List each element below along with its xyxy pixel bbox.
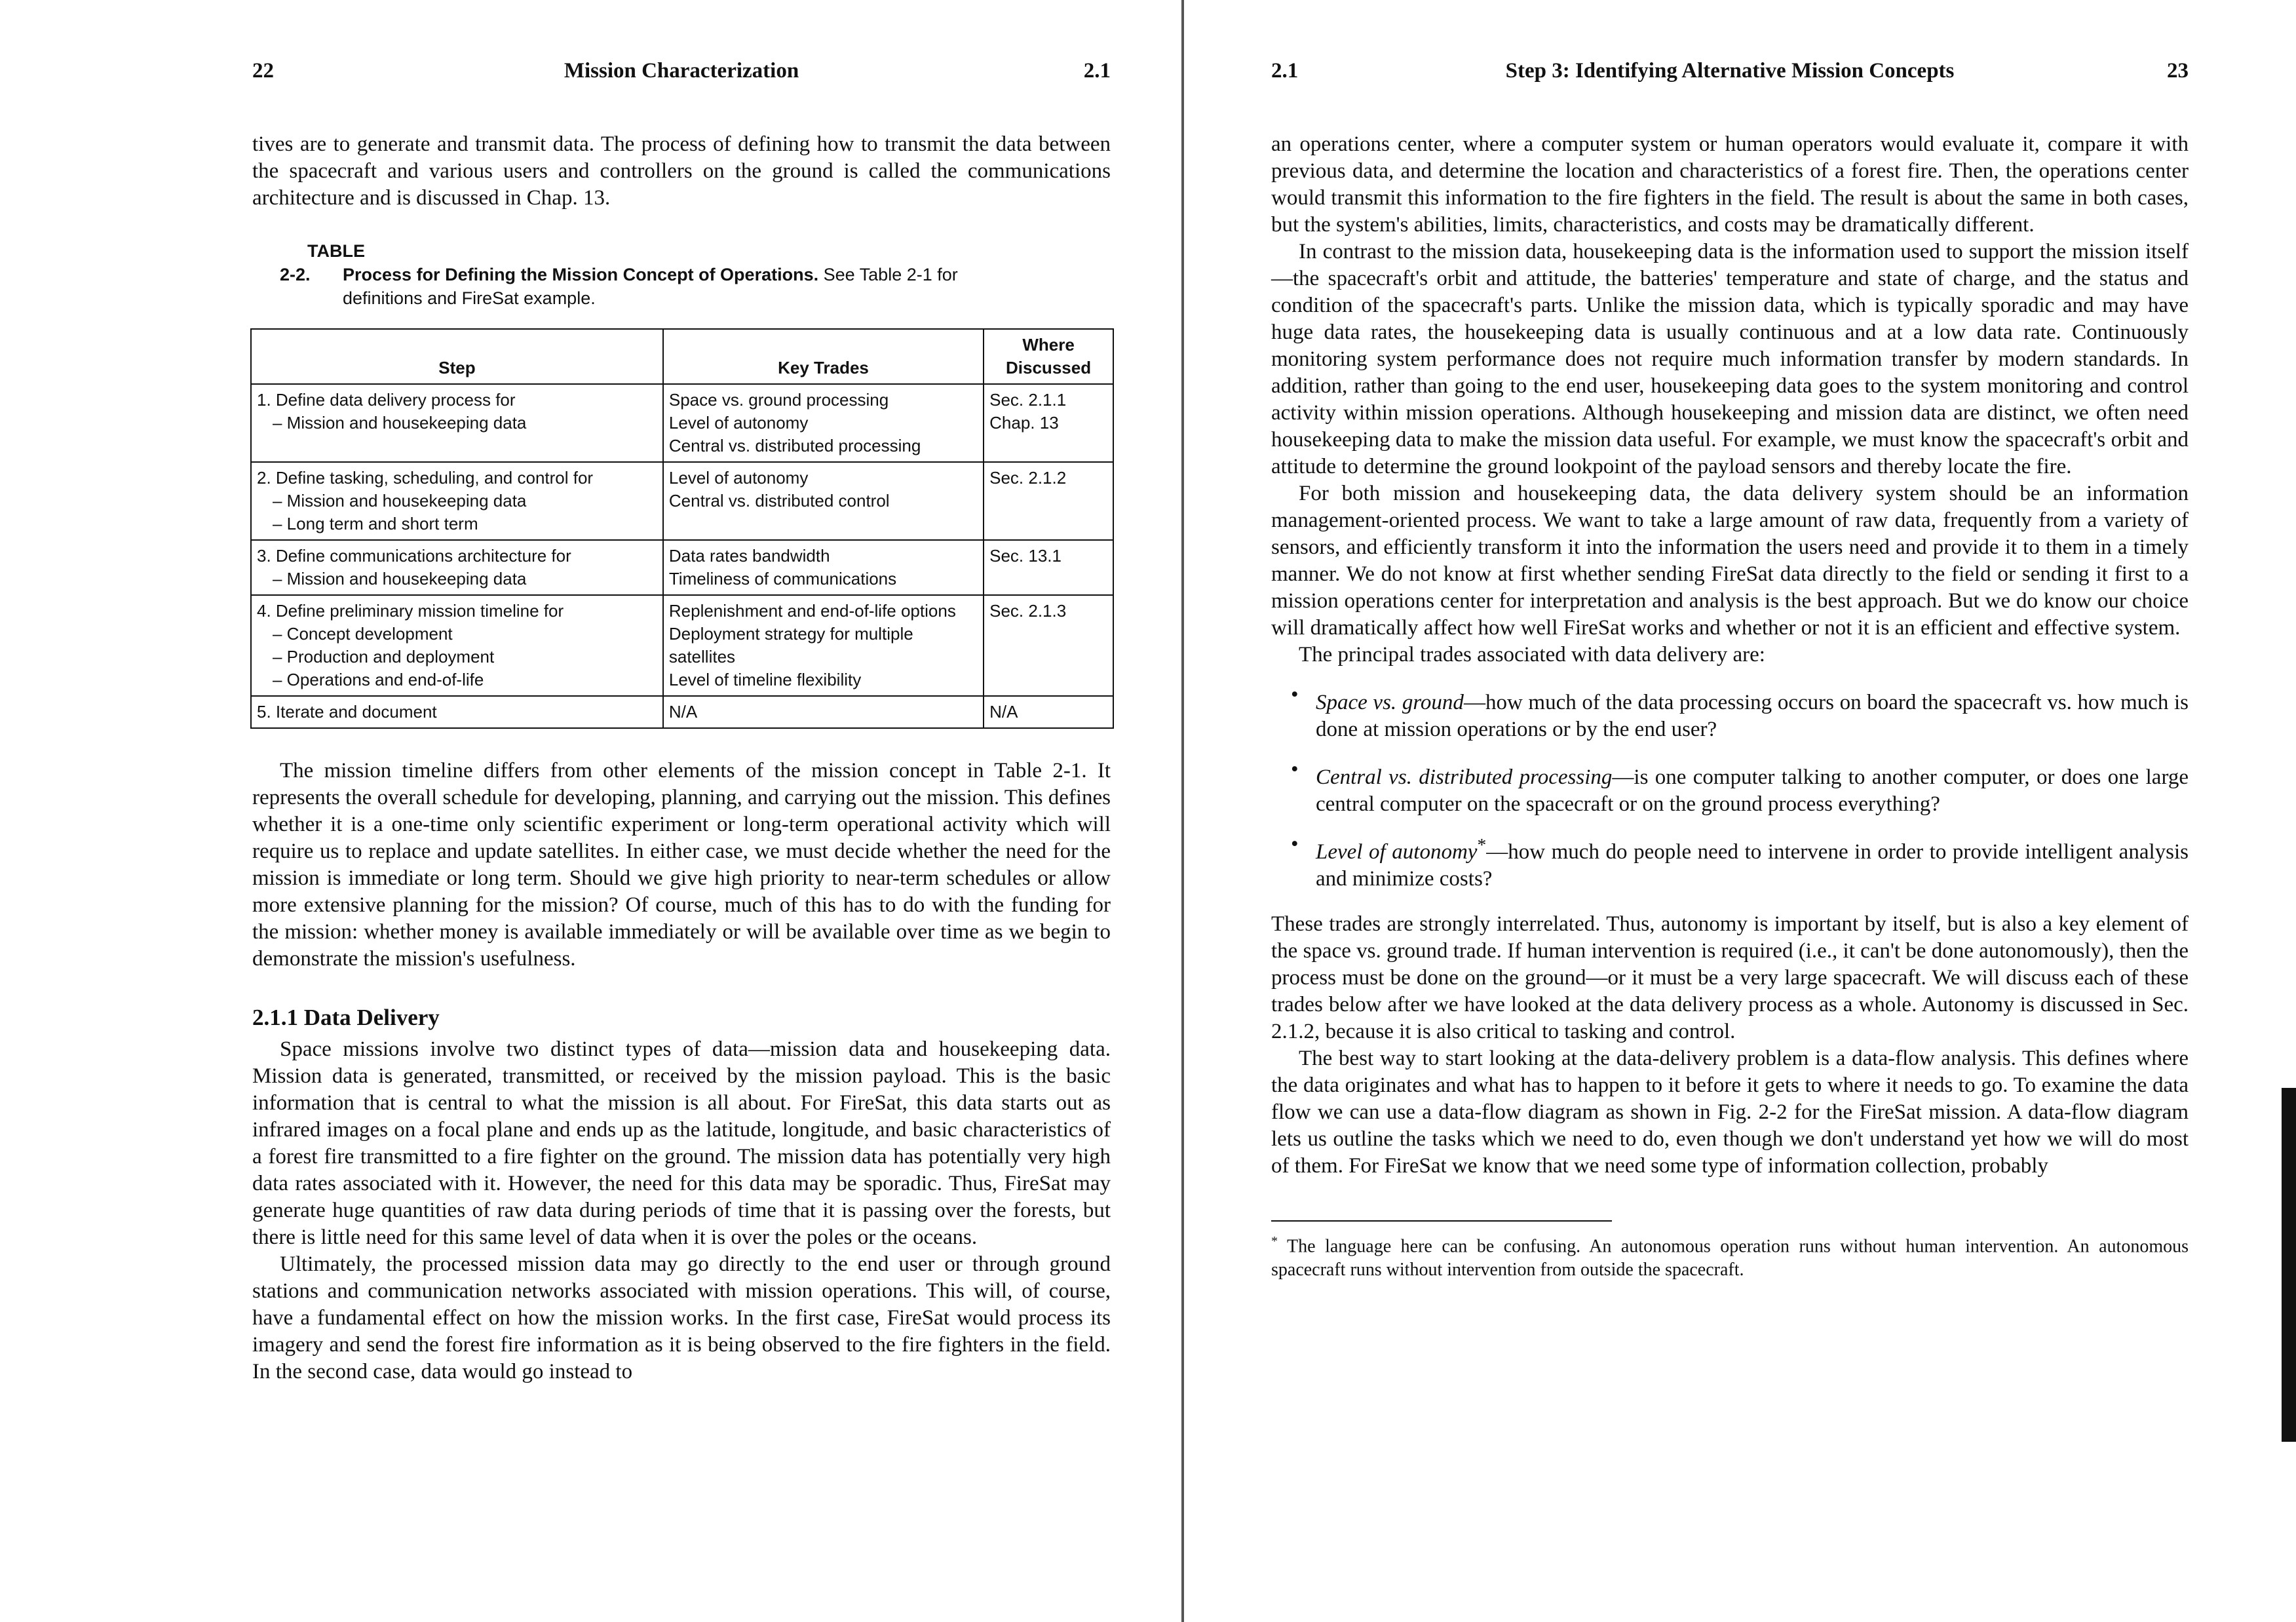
step-cell: 4. Define preliminary mission timeline for – Concept development – Production and deployment – Operations and end-of-life xyxy=(251,595,663,696)
data-delivery-paragraph-1: Space missions involve two distinct types of data—mission data and housekeeping data. Mission data is generated, transmitted, or received by the mission payload. This is the basic information that is central to what the mission is all about. For FireSat, this data starts out as infrared images on a focal plane and ends up as the latitude, longitude, and basic characteristics of a forest fire transmitted to a fire fighter on the ground. The mission data has potentially very high data rates associated with it. However, the need for this data may be sporadic. Thus, FireSat may generate huge quantities of raw data during periods of time that it is passing over the forests, but there is little need for this same level of data when it is over the poles or the oceans. xyxy=(252,1037,1111,1249)
intro-paragraph: tives are to generate and transmit data. The process of defining how to transmit the data between the spacecraft and various users and controllers on the ground is called the communications architecture and is discussed in Chap. 13. xyxy=(252,132,1111,210)
trade-list-item: • Space vs. ground—how much of the data processing occurs on board the spacecraft vs. how much is done at mission operations or by the end user? xyxy=(1271,682,2189,743)
book-spine xyxy=(1181,0,1184,1622)
footnote xyxy=(1271,1229,2189,1282)
trade-list-item: • Central vs. distributed processing—is one computer talking to another computer, or does one large central computer on the spacecraft or on the ground process everything? xyxy=(1271,756,2189,818)
right-section-number: 2.1 xyxy=(1271,59,1299,83)
key-trades-cell: Space vs. ground processing Level of autonomy Central vs. distributed processing xyxy=(663,384,984,462)
right-page xyxy=(1199,0,2296,1622)
footnote-rule xyxy=(1271,1220,1612,1222)
table-number: TABLE 2-2. xyxy=(280,241,365,284)
where-discussed-cell: Sec. 2.1.3 xyxy=(984,595,1113,696)
table-header-row xyxy=(251,329,1113,384)
left-page-number: 22 xyxy=(252,59,274,83)
right-paragraph-1: an operations center, where a computer system or human operators would evaluate it, compare it with previous data, and determine the location and characteristics of a forest fire. Then, the operations center would transmit this information to the fire fighters in the field. The result is about the same in both cases, but the system's abilities, limits, characteristics, and costs may be dramatically different. xyxy=(1271,132,2189,237)
where-discussed-cell: Sec. 2.1.2 xyxy=(984,462,1113,540)
col-header-key-trades: Key Trades xyxy=(663,329,984,384)
where-discussed-cell: Sec. 2.1.1 Chap. 13 xyxy=(984,384,1113,462)
timeline-paragraph: The mission timeline differs from other elements of the mission concept in Table 2-1. It represents the overall schedule for developing, planning, and carrying out the mission. This defines whether it is a one-time only scientific experiment or long-term operational activity which will require us to replace and update satellites. In either case, we must decide whether the need for the mission is immediate or long term. Should we give high priority to near-term schedules or allow more extensive planning for the mission? Of course, much of this has to do with the funding for the mission: whether money is available immediately or will be available over time as we begin to demonstrate the mission's usefulness. xyxy=(252,759,1111,971)
right-page-number: 23 xyxy=(2167,59,2189,83)
step-cell: 3. Define communications architecture for – Mission and housekeeping data xyxy=(251,540,663,595)
footnote-text: The language here can be confusing. An autonomous operation runs without human intervention. An autonomous spacecraft runs without intervention from outside the spacecraft. xyxy=(1271,1236,2189,1281)
footnote-block xyxy=(1271,1220,2189,1282)
trades-intro: The principal trades associated with data delivery are: xyxy=(1299,643,1765,666)
table-title: Process for Defining the Mission Concept of Operations. xyxy=(343,265,819,284)
key-trades-cell: N/A xyxy=(663,696,984,728)
right-paragraph-2: In contrast to the mission data, housekeeping data is the information used to support the mission itself—the spacecraft's orbit and attitude, the batteries' temperature and state of charge, and the status and condition of the spacecraft's parts. Unlike the mission data, which is typically sporadic and may have huge data rates, the housekeeping data is usually continuous and at a low data rate. Continuously monitoring system performance does not require much information transfer by modern standards. In addition, rather than going to the end user, housekeeping data goes to the system monitoring and control activity within mission operations. Although housekeeping and mission data are distinct, we often need housekeeping data to make the mission data useful. For example, we must know the spacecraft's orbit and attitude to determine the ground lookpoint of the payload sensors and thereby locate the fire. xyxy=(1271,240,2189,478)
table-row xyxy=(251,595,1113,696)
col-header-where-discussed: Where Discussed xyxy=(984,329,1113,384)
left-column xyxy=(252,131,1111,1385)
step-cell: 2. Define tasking, scheduling, and control for – Mission and housekeeping data – Long term and short term xyxy=(251,462,663,540)
right-paragraph-5: The best way to start looking at the data-delivery problem is a data-flow analysis. This defines where the data originates and what has to happen to it before it gets to where it needs to go. To examine the data flow we can use a data-flow diagram as shown in Fig. 2-2 for the FireSat mission. A data-flow diagram lets us outline the tasks which we need to do, even though we don't understand yet how we will do most of them. For FireSat we know that we need some type of information collection, probably xyxy=(1271,1047,2189,1178)
key-trades-cell: Replenishment and end-of-life options Deployment strategy for multiple satellites Level of timeline flexibility xyxy=(663,595,984,696)
right-column xyxy=(1271,131,2189,1282)
trades-list xyxy=(1271,682,2189,893)
where-discussed-cell: N/A xyxy=(984,696,1113,728)
table-caption-line2: definitions and FireSat example. xyxy=(343,288,596,308)
key-trades-cell: Level of autonomy Central vs. distributed control xyxy=(663,462,984,540)
table-row xyxy=(251,696,1113,728)
section-heading: 2.1.1 Data Delivery xyxy=(252,1005,440,1030)
right-paragraph-3: For both mission and housekeeping data, the data delivery system should be an information management-oriented process. We want to take a large amount of raw data, frequently from a variety of sensors, and efficiently transform it into the information the users need and provide it to them in a timely manner. We do not know at first whether sending FireSat data directly to the field or sending it first to a mission operations center for interpretation and analysis is the best approach. But we do know our choice will dramatically affect how well FireSat works and whether or not it is an efficient and effective system. xyxy=(1271,482,2189,640)
data-delivery-paragraph-2: Ultimately, the processed mission data may go directly to the end user or through ground stations and communication networks associated with mission operations. This will, of course, have a fundamental effect on how the mission works. In the first case, FireSat would process its imagery and send the forest fire information as it is being observed to the fire fighters in the field. In the second case, data would go instead to xyxy=(252,1252,1111,1383)
where-discussed-cell: Sec. 13.1 xyxy=(984,540,1113,595)
table-row xyxy=(251,384,1113,462)
col-header-step: Step xyxy=(251,329,663,384)
right-paragraph-4: These trades are strongly interrelated. Thus, autonomy is important by itself, but is also a key element of the space vs. ground trade. If human intervention is required (i.e., it can't be done autonomously), then the process must be done on the ground—or it must be a very large spacecraft. We will discuss each of these trades below after we have looked at the data delivery process as a whole. Autonomy is discussed in Sec. 2.1.2, because it is also critical to tasking and control. xyxy=(1271,912,2189,1043)
table-row xyxy=(251,540,1113,595)
trade-list-item: • Level of autonomy*—how much do people need to intervene in order to provide intelligent analysis and minimize costs? xyxy=(1271,831,2189,893)
right-chapter-title: Step 3: Identifying Alternative Mission Concepts xyxy=(1505,59,1955,83)
footnote-marker: * xyxy=(1271,1234,1278,1248)
key-trades-cell: Data rates bandwidth Timeliness of communications xyxy=(663,540,984,595)
step-cell: 1. Define data delivery process for – Mission and housekeeping data xyxy=(251,384,663,462)
step-cell: 5. Iterate and document xyxy=(251,696,663,728)
left-section-number: 2.1 xyxy=(1083,59,1111,83)
process-table xyxy=(250,328,1114,729)
table-row xyxy=(251,462,1113,540)
table-caption xyxy=(252,239,1111,310)
left-chapter-title: Mission Characterization xyxy=(564,59,799,83)
scan-edge-bar xyxy=(2282,1088,2296,1442)
table-caption-rest: See Table 2-1 for xyxy=(823,265,958,284)
